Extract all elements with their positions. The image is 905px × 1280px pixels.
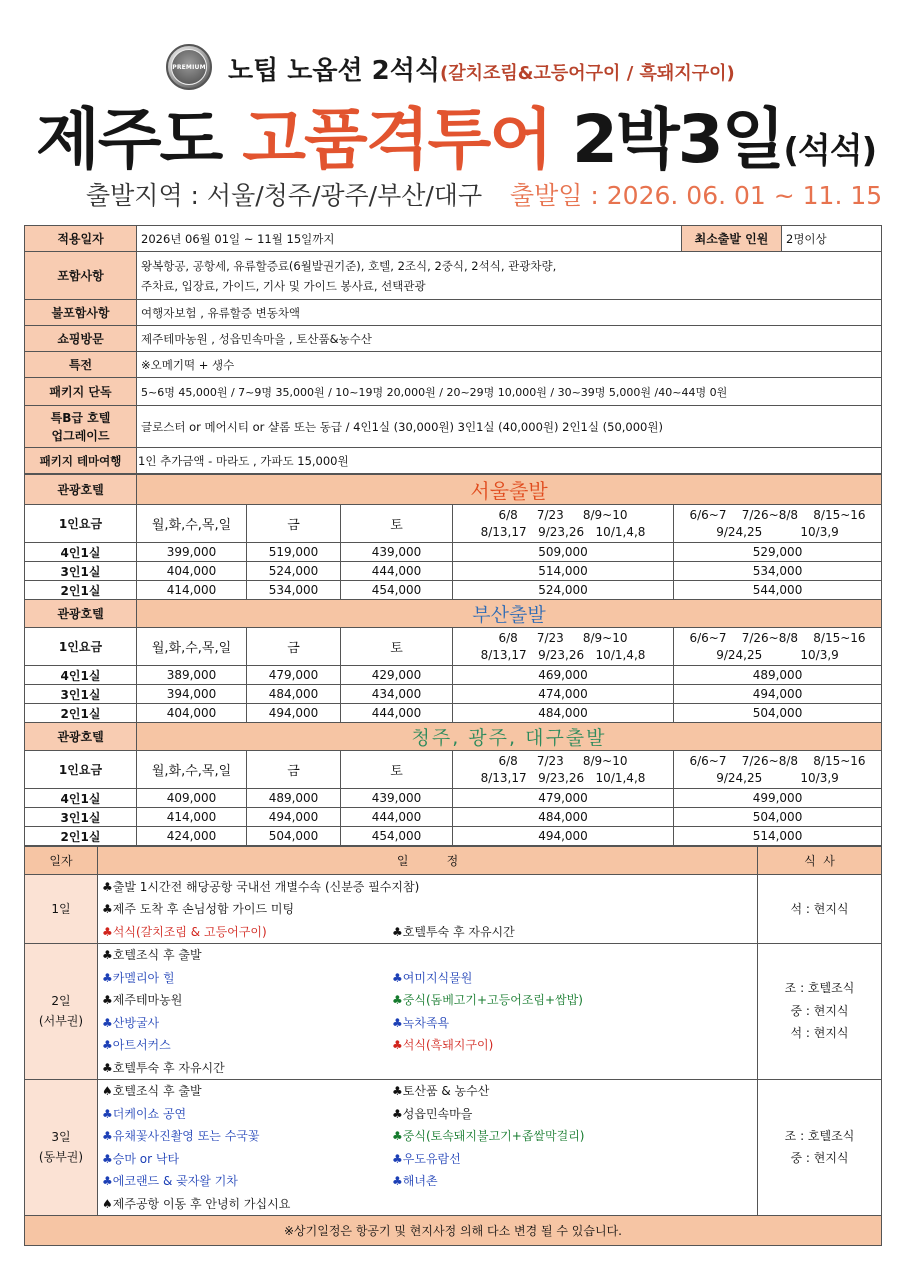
premium-badge-text: PREMIUM bbox=[172, 63, 206, 71]
fee-label: 1인요금 bbox=[25, 751, 137, 789]
plan-line: ♣승마 or 낙타 ♣우도유람선 bbox=[102, 1151, 461, 1166]
price-friday: 484,000 bbox=[247, 685, 341, 704]
title-meal-note: (석석) bbox=[783, 131, 877, 171]
plan-line: ♣제주 도착 후 손님성함 가이드 미팅 bbox=[102, 902, 295, 917]
plan-line: ♣호텔투숙 후 자유시간 bbox=[102, 1060, 225, 1075]
price-peak-1: 494,000 bbox=[453, 827, 674, 846]
theme-value: 1인 추가금액 - 마라도 , 가파도 15,000원 bbox=[137, 448, 882, 474]
price-row bbox=[25, 666, 882, 685]
col-weekday: 월,화,수,목,일 bbox=[137, 751, 247, 789]
poster-header bbox=[0, 0, 905, 225]
price-friday: 494,000 bbox=[247, 808, 341, 827]
price-header-row bbox=[25, 505, 882, 543]
include-value bbox=[137, 252, 882, 300]
hotel-label: 관광호텔 bbox=[25, 475, 137, 505]
upgrade-value: 글로스터 or 메어시티 or 샬롬 또는 동급 / 4인1실 (30,000원) 3인1실 (40,000원) 2인1실 (50,000원) bbox=[137, 406, 882, 448]
col-friday: 금 bbox=[247, 505, 341, 543]
plan-line: ♣에코랜드 & 곶자왈 기차 ♣해녀촌 bbox=[102, 1174, 438, 1189]
day3-meals: 조 : 호텔조식 중 : 현지식 bbox=[758, 1079, 882, 1215]
shopping-value: 제주테마농원 , 성읍민속마을 , 토산품&농수산 bbox=[137, 326, 882, 352]
price-row bbox=[25, 789, 882, 808]
room-type: 4인1실 bbox=[25, 789, 137, 808]
room-type: 3인1실 bbox=[25, 808, 137, 827]
price-weekday: 414,000 bbox=[137, 808, 247, 827]
day2-plan bbox=[98, 943, 758, 1079]
title-premium-tour: 고품격투어 bbox=[242, 101, 552, 178]
room-type: 2인1실 bbox=[25, 581, 137, 600]
price-peak-1: 484,000 bbox=[453, 808, 674, 827]
day1-meals: 석 : 현지식 bbox=[758, 875, 882, 944]
price-peak-2: 544,000 bbox=[674, 581, 882, 600]
price-saturday: 439,000 bbox=[341, 543, 453, 562]
exclude-label: 불포함사항 bbox=[25, 300, 137, 326]
title-duration: 2박3일 bbox=[551, 101, 784, 178]
group-label: 패키지 단독 bbox=[25, 378, 137, 406]
day3-plan bbox=[98, 1079, 758, 1215]
room-type: 4인1실 bbox=[25, 666, 137, 685]
include-line: 주차료, 입장료, 가이드, 기사 및 가이드 봉사료, 선택관광 bbox=[141, 278, 426, 293]
price-peak-2: 534,000 bbox=[674, 562, 882, 581]
fee-label: 1인요금 bbox=[25, 505, 137, 543]
price-saturday: 434,000 bbox=[341, 685, 453, 704]
itinerary-table bbox=[24, 846, 882, 1246]
price-peak-1: 514,000 bbox=[453, 562, 674, 581]
day1-label: 1일 bbox=[25, 875, 98, 944]
col-friday: 금 bbox=[247, 751, 341, 789]
shopping-label: 쇼핑방문 bbox=[25, 326, 137, 352]
plan-line: ♣출발 1시간전 해당공항 국내선 개별수속 (신분증 필수지참) bbox=[102, 879, 420, 894]
day3-label: 3일 (동부권) bbox=[25, 1079, 98, 1215]
price-friday: 524,000 bbox=[247, 562, 341, 581]
price-saturday: 444,000 bbox=[341, 704, 453, 723]
price-friday: 504,000 bbox=[247, 827, 341, 846]
price-weekday: 399,000 bbox=[137, 543, 247, 562]
period-label: 적용일자 bbox=[25, 226, 137, 252]
price-section-title-row bbox=[25, 600, 882, 628]
plan-line: ♣호텔조식 후 출발 bbox=[102, 948, 202, 963]
subtitle bbox=[228, 50, 735, 87]
price-peak-1: 469,000 bbox=[453, 666, 674, 685]
itinerary-meal-header: 식 사 bbox=[758, 847, 882, 875]
perk-label: 특전 bbox=[25, 352, 137, 378]
plan-line: ♣유채꽃사진촬영 또는 수국꽃 ♣중식(토속돼지불고기+좁쌀막걸리) bbox=[102, 1129, 585, 1144]
price-row bbox=[25, 685, 882, 704]
price-table bbox=[24, 474, 882, 846]
plan-line: ♣석식(갈치조림 & 고등어구이) ♣호텔투숙 후 자유시간 bbox=[102, 924, 515, 939]
price-friday: 494,000 bbox=[247, 704, 341, 723]
itinerary-plan-header: 일 정 bbox=[98, 847, 758, 875]
perk-value: ※오메기떡 + 생수 bbox=[137, 352, 882, 378]
departure-city-title: 청주, 광주, 대구출발 bbox=[137, 723, 882, 751]
room-type: 3인1실 bbox=[25, 685, 137, 704]
price-weekday: 389,000 bbox=[137, 666, 247, 685]
day2-meals: 조 : 호텔조식 중 : 현지식 석 : 현지식 bbox=[758, 943, 882, 1079]
price-saturday: 454,000 bbox=[341, 827, 453, 846]
day2-label: 2일 (서부권) bbox=[25, 943, 98, 1079]
price-weekday: 424,000 bbox=[137, 827, 247, 846]
price-section-title-row bbox=[25, 723, 882, 751]
departure-line bbox=[86, 176, 883, 212]
col-saturday: 토 bbox=[341, 751, 453, 789]
price-peak-2: 489,000 bbox=[674, 666, 882, 685]
room-type: 2인1실 bbox=[25, 704, 137, 723]
premium-badge-icon bbox=[166, 44, 212, 90]
plan-line: ♣제주테마농원 ♣중식(돔베고기+고등어조림+쌈밥) bbox=[102, 993, 583, 1008]
price-weekday: 414,000 bbox=[137, 581, 247, 600]
price-peak-1: 484,000 bbox=[453, 704, 674, 723]
price-weekday: 409,000 bbox=[137, 789, 247, 808]
col-peak-2: 6/6~7 7/26~8/8 8/15~16 9/24,25 10/3,9 bbox=[674, 505, 882, 543]
departure-date: 출발일 : 2026. 06. 01 ~ 11. 15 bbox=[510, 181, 883, 210]
col-peak-1: 6/8 7/23 8/9~10 8/13,17 9/23,26 10/1,4,8 bbox=[453, 628, 674, 666]
itinerary-footer-note: ※상기일정은 항공기 및 현지사정 의해 다소 변경 될 수 있습니다. bbox=[25, 1215, 882, 1245]
price-saturday: 454,000 bbox=[341, 581, 453, 600]
fee-label: 1인요금 bbox=[25, 628, 137, 666]
plan-line: ♣카멜리아 힐 ♣여미지식물원 bbox=[102, 970, 473, 985]
price-header-row bbox=[25, 751, 882, 789]
room-type: 3인1실 bbox=[25, 562, 137, 581]
day1-plan bbox=[98, 875, 758, 944]
group-value: 5~6명 45,000원 / 7~9명 35,000원 / 10~19명 20,000원 / 20~29명 10,000원 / 30~39명 5,000원 /40~44명 0원 bbox=[137, 378, 882, 406]
price-peak-1: 509,000 bbox=[453, 543, 674, 562]
include-label: 포함사항 bbox=[25, 252, 137, 300]
price-peak-2: 499,000 bbox=[674, 789, 882, 808]
price-row bbox=[25, 827, 882, 846]
price-peak-1: 474,000 bbox=[453, 685, 674, 704]
include-line: 왕복항공, 공항세, 유류할증료(6월발권기준), 호텔, 2조식, 2중식, 2석식, 관광차량, bbox=[141, 258, 557, 273]
price-friday: 534,000 bbox=[247, 581, 341, 600]
price-saturday: 444,000 bbox=[341, 562, 453, 581]
col-weekday: 월,화,수,목,일 bbox=[137, 505, 247, 543]
content-wrap bbox=[24, 225, 881, 1246]
plan-line: ♣산방굴사 ♣녹차족욕 bbox=[102, 1015, 450, 1030]
price-peak-2: 494,000 bbox=[674, 685, 882, 704]
departure-region: 출발지역 : 서울/청주/광주/부산/대구 bbox=[86, 181, 483, 210]
subtitle-meals: (갈치조림&고등어구이 / 흑돼지구이) bbox=[440, 63, 735, 84]
col-weekday: 월,화,수,목,일 bbox=[137, 628, 247, 666]
period-value: 2026년 06월 01일 ~ 11월 15일까지 bbox=[137, 226, 682, 252]
col-peak-1: 6/8 7/23 8/9~10 8/13,17 9/23,26 10/1,4,8 bbox=[453, 505, 674, 543]
price-weekday: 394,000 bbox=[137, 685, 247, 704]
theme-label: 패키지 테마여행 bbox=[25, 448, 137, 474]
col-saturday: 토 bbox=[341, 505, 453, 543]
price-peak-2: 514,000 bbox=[674, 827, 882, 846]
col-saturday: 토 bbox=[341, 628, 453, 666]
hotel-label: 관광호텔 bbox=[25, 723, 137, 751]
subtitle-main: 노팁 노옵션 2석식 bbox=[228, 56, 441, 86]
price-peak-1: 479,000 bbox=[453, 789, 674, 808]
title-jeju: 제주도 bbox=[36, 101, 243, 178]
price-friday: 479,000 bbox=[247, 666, 341, 685]
price-saturday: 429,000 bbox=[341, 666, 453, 685]
main-title bbox=[36, 86, 876, 181]
price-row bbox=[25, 562, 882, 581]
price-row bbox=[25, 581, 882, 600]
price-row bbox=[25, 543, 882, 562]
min-people-label: 최소출발 인원 bbox=[682, 226, 782, 252]
hotel-label: 관광호텔 bbox=[25, 600, 137, 628]
plan-line: ♠호텔조식 후 출발 ♣토산품 & 농수산 bbox=[102, 1084, 490, 1099]
plan-line: ♣아트서커스 ♣석식(흑돼지구이) bbox=[102, 1038, 494, 1053]
price-friday: 519,000 bbox=[247, 543, 341, 562]
price-peak-2: 504,000 bbox=[674, 704, 882, 723]
price-weekday: 404,000 bbox=[137, 562, 247, 581]
departure-city-title: 부산출발 bbox=[137, 600, 882, 628]
itinerary-day-header: 일자 bbox=[25, 847, 98, 875]
price-section-title-row bbox=[25, 475, 882, 505]
exclude-value: 여행자보험 , 유류할증 변동차액 bbox=[137, 300, 882, 326]
col-peak-2: 6/6~7 7/26~8/8 8/15~16 9/24,25 10/3,9 bbox=[674, 751, 882, 789]
col-peak-2: 6/6~7 7/26~8/8 8/15~16 9/24,25 10/3,9 bbox=[674, 628, 882, 666]
price-peak-2: 529,000 bbox=[674, 543, 882, 562]
departure-city-title: 서울출발 bbox=[137, 475, 882, 505]
price-friday: 489,000 bbox=[247, 789, 341, 808]
col-peak-1: 6/8 7/23 8/9~10 8/13,17 9/23,26 10/1,4,8 bbox=[453, 751, 674, 789]
price-peak-2: 504,000 bbox=[674, 808, 882, 827]
price-header-row bbox=[25, 628, 882, 666]
price-row bbox=[25, 704, 882, 723]
price-saturday: 444,000 bbox=[341, 808, 453, 827]
plan-line: ♠제주공항 이동 후 안녕히 가십시요 bbox=[102, 1196, 291, 1211]
plan-line: ♣더케이쇼 공연 ♣성읍민속마을 bbox=[102, 1106, 473, 1121]
price-row bbox=[25, 808, 882, 827]
info-table bbox=[24, 225, 882, 474]
min-people-value: 2명이상 bbox=[782, 226, 882, 252]
col-friday: 금 bbox=[247, 628, 341, 666]
price-peak-1: 524,000 bbox=[453, 581, 674, 600]
room-type: 2인1실 bbox=[25, 827, 137, 846]
price-saturday: 439,000 bbox=[341, 789, 453, 808]
price-weekday: 404,000 bbox=[137, 704, 247, 723]
upgrade-label: 특B급 호텔 업그레이드 bbox=[25, 406, 137, 448]
room-type: 4인1실 bbox=[25, 543, 137, 562]
